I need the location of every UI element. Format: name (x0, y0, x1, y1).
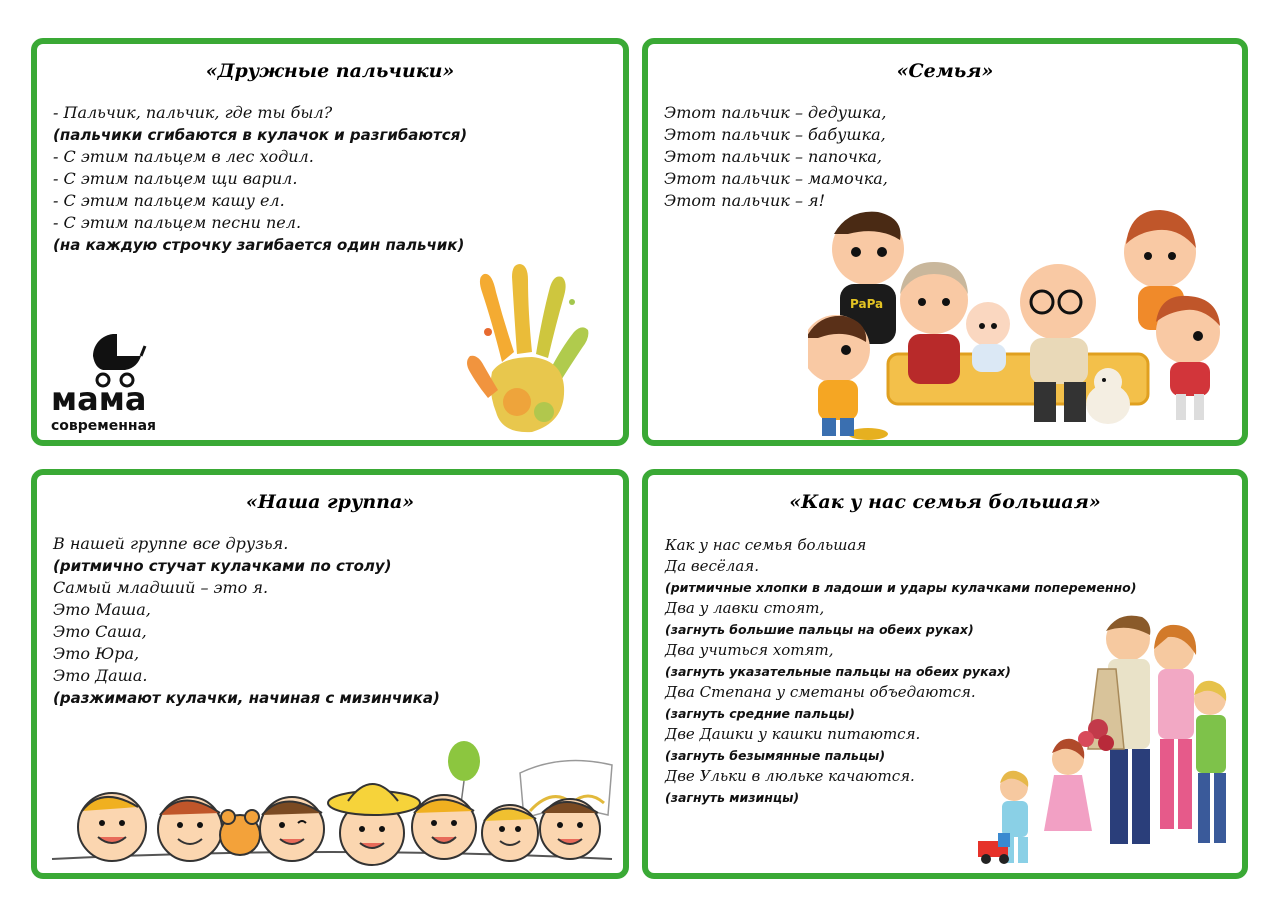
big-family-illustration (978, 609, 1240, 873)
handprint-illustration (462, 262, 592, 437)
children-row-illustration (42, 737, 622, 872)
instruction-line: (ритмичные хлопки в ладоши и удары кулачками попеременно) (665, 580, 1137, 595)
card-title: «Дружные пальчики» (205, 60, 455, 82)
instruction-line: (пальчики сгибаются в кулачок и разгибаются) (53, 126, 468, 144)
verse-line: Два у лавки стоят, (665, 599, 825, 617)
family-figurines-illustration (808, 204, 1248, 444)
verse-line: Да весёлая. (665, 557, 759, 575)
instruction-line: (разжимают кулачки, начиная с мизинчика) (53, 689, 440, 707)
card-title: «Семья» (896, 60, 994, 82)
verse-line: - С этим пальцем щи варил. (53, 169, 298, 188)
verse-line: Две Ульки в люльке качаются. (665, 767, 915, 785)
verse-line: Этот пальчик – мамочка, (664, 169, 888, 188)
instruction-line: (загнуть средние пальцы) (665, 706, 855, 721)
verse-line: Самый младший – это я. (53, 578, 269, 597)
verse-line: Этот пальчик – я! (664, 191, 826, 210)
rhyme-lines (53, 102, 467, 256)
verse-line: В нашей группе все друзья. (53, 534, 289, 553)
child-face (158, 797, 222, 861)
shirt-text: PaPa (850, 297, 884, 311)
card-title: «Как у нас семья большая» (789, 491, 1101, 513)
verse-line: Этот пальчик – дедушка, (664, 103, 887, 122)
card-druzhnye-palchiki (31, 38, 629, 446)
verse-line: Две Дашки у кашки питаются. (665, 725, 921, 743)
card-title: «Наша группа» (245, 491, 415, 513)
verse-line: Это Юра, (53, 644, 140, 663)
verse-line: Как у нас семья большая (665, 536, 867, 554)
verse-line: - Пальчик, пальчик, где ты был? (53, 103, 333, 122)
verse-line: - С этим пальцем песни пел. (53, 213, 302, 232)
verse-line: - С этим пальцем кашу ел. (53, 191, 285, 210)
instruction-line: (ритмично стучат кулачками по столу) (53, 557, 392, 575)
instruction-line: (загнуть указательные пальцы на обеих руках) (665, 664, 1011, 679)
mama-sovremennaya-logo (49, 334, 179, 434)
rhyme-lines (53, 533, 440, 709)
verse-line: Этот пальчик – бабушка, (664, 125, 886, 144)
rhyme-lines (664, 102, 888, 212)
instruction-line: (загнуть мизинцы) (665, 790, 800, 805)
verse-line: Два учиться хотят, (665, 641, 834, 659)
verse-line: Этот пальчик – папочка, (664, 147, 882, 166)
card-nasha-gruppa (31, 469, 629, 879)
verse-line: Это Даша. (53, 666, 148, 685)
child-face (412, 795, 476, 859)
logo-subword: современная (51, 418, 157, 434)
child-face (260, 797, 324, 861)
stroller-icon (87, 334, 147, 388)
child-face (540, 799, 600, 859)
card-kak-u-nas-semya-bolshaya (642, 469, 1248, 879)
verse-line: Это Саша, (53, 622, 147, 641)
child-face (482, 805, 538, 861)
instruction-line: (загнуть большие пальцы на обеих руках) (665, 622, 974, 637)
logo-word: мама (51, 386, 147, 418)
instruction-line: (на каждую строчку загибается один пальчик) (53, 236, 465, 254)
child-face (78, 793, 146, 861)
verse-line: Два Степана у сметаны объедаются. (665, 683, 976, 701)
verse-line: - С этим пальцем в лес ходил. (53, 147, 314, 166)
instruction-line: (загнуть безымянные пальцы) (665, 748, 886, 763)
card-semya (642, 38, 1248, 446)
teddy-bear (220, 810, 260, 855)
verse-line: Это Маша, (53, 600, 151, 619)
